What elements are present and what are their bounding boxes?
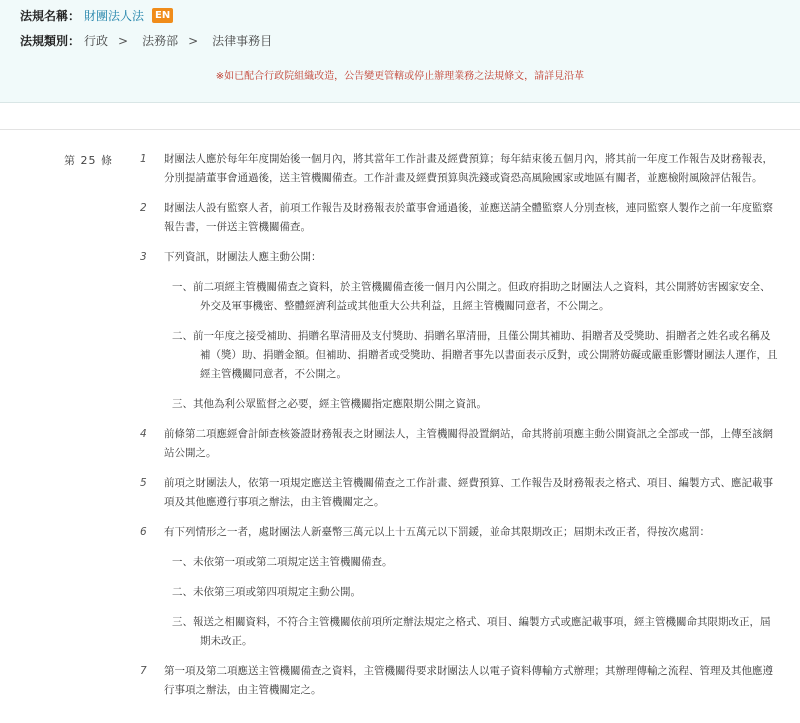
paragraph-number: 6 [140,526,147,538]
paragraph-number: 4 [140,428,147,440]
paragraph-3-item-1: 一、前二項經主管機關備查之資料，於主管機關備查後一個月內公開之。但政府捐助之財團法人之資料，其公開將妨害國家安全、外交及軍事機密、整體經濟利益或其他重大公共利益，且經主管機關同意者，不公開之。 [172,281,771,312]
paragraph-3-item-2: 二、前一年度之接受補助、捐贈名單清冊及支付獎助、捐贈名單清冊，且僅公開其補助、捐贈者及受獎助、捐贈者之姓名或名稱及補（獎）助、捐贈金額。但補助、捐贈者或受獎助、捐贈者事先以書面表示反對，或公開將妨礙或嚴重影響財團法人運作，且經主管機關同意者，不公開之。 [172,330,778,380]
paragraph-3 [140,248,780,267]
paragraph-text: 下列資訊，財團法人應主動公開： [164,251,322,263]
paragraph-6 [140,523,780,542]
paragraph-7 [140,662,780,700]
breadcrumb-separator: > [118,33,129,48]
breadcrumb-item-category[interactable]: 法律事務目 [212,34,273,48]
paragraph-number: 1 [140,153,147,165]
breadcrumb-item-executive[interactable]: 行政 [84,34,109,48]
paragraph-6-item-3: 三、報送之相關資料，不符合主管機關依前項所定辦法規定之格式、項目、編製方式或應記載事項，經主管機關命其限期改正，屆期未改正。 [172,616,771,647]
law-category-row [20,32,272,49]
paragraph-6-item-2: 二、未依第三項或第四項規定主動公開。 [172,586,361,598]
paragraph-text: 財團法人設有監察人者，前項工作報告及財務報表於董事會通過後，並應送請全體監察人分別查核，連同監察人製作之前一年度監察報告書，一併送主管機關備查。 [164,202,773,233]
reorganization-notice: ※如已配合行政院組織改造，公告變更管轄或停止辦理業務之法規條文，請詳見沿革 [215,71,585,82]
law-name-label: 法規名稱： [20,9,81,23]
paragraph-4 [140,425,780,463]
article-paragraphs [140,150,780,711]
paragraph-5 [140,474,780,512]
article-number: 第 25 條 [64,154,113,167]
breadcrumb-item-ministry[interactable]: 法務部 [142,34,179,48]
law-name-link[interactable]: 財團法人法 [84,9,145,23]
paragraph-number: 2 [140,202,147,214]
paragraph-2 [140,199,780,237]
paragraph-text: 前條第二項應經會計師查核簽證財務報表之財團法人，主管機關得設置網站，命其將前項應主動公開資訊之全部或一部，上傳至該網站公開之。 [164,428,773,459]
paragraph-6-item-1: 一、未依第一項或第二項規定送主管機關備查。 [172,556,393,568]
paragraph-number: 7 [140,665,147,677]
paragraph-number: 3 [140,251,147,263]
divider [0,103,800,130]
paragraph-text: 第一項及第二項應送主管機關備查之資料，主管機關得要求財團法人以電子資料傳輸方式辦理；其辦理傳輸之流程、管理及其他應遵行事項之辦法，由主管機關定之。 [164,665,773,696]
english-version-button[interactable]: EN [152,8,173,23]
law-header [0,0,800,103]
paragraph-text: 有下列情形之一者，處財團法人新臺幣三萬元以上十五萬元以下罰鍰，並命其限期改正；屆期未改正者，得按次處罰： [164,526,710,538]
paragraph-text: 前項之財團法人，依第一項規定應送主管機關備查之工作計畫、經費預算、工作報告及財務報表之格式、項目、編製方式、應記載事項及其他應遵行事項之辦法，由主管機關定之。 [164,477,773,508]
paragraph-number: 5 [140,477,147,489]
law-name-row [20,7,173,24]
paragraph-3-item-3: 三、其他為利公眾監督之必要，經主管機關指定應限期公開之資訊。 [172,398,487,410]
breadcrumb-separator: > [188,33,199,48]
law-category-label: 法規類別： [20,34,81,48]
paragraph-text: 財團法人應於每年年度開始後一個月內，將其當年工作計畫及經費預算；每年結束後五個月內，將其前一年度工作報告及財務報表，分別提請董事會通過後，送主管機關備查。工作計畫及經費預算與洗錢或資恐高風險國家或地區有關者，並應檢附風險評估報告。 [164,153,773,184]
paragraph-1 [140,150,780,188]
